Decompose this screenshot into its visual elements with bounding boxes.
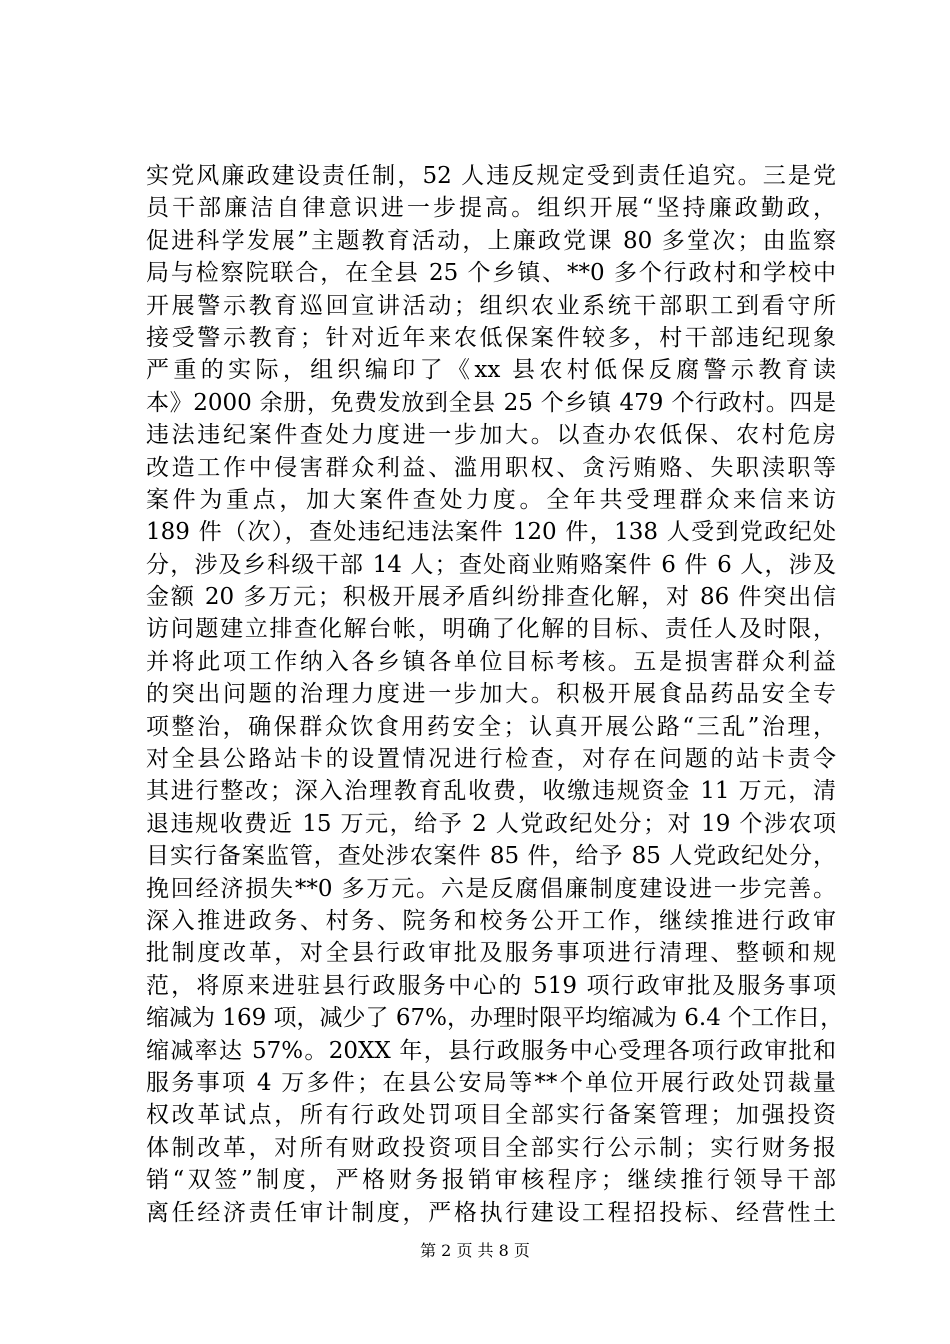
text-line: 分，涉及乡科级干部 14 人；查处商业贿赂案件 6 件 6 人，涉及 bbox=[146, 551, 836, 578]
text-line: 深入推进政务、村务、院务和校务公开工作，继续推进行政审 bbox=[146, 907, 836, 934]
text-line: 金额 20 多万元；积极开展矛盾纠纷排查化解，对 86 件突出信 bbox=[146, 584, 836, 611]
text-line: 体制改革，对所有财政投资项目全部实行公示制；实行财务报 bbox=[146, 1134, 836, 1161]
text-line: 促进科学发展”主题教育活动，上廉政党课 80 多堂次；由监察 bbox=[146, 227, 836, 254]
page-number-footer: 第 2 页 共 8 页 bbox=[420, 1241, 530, 1260]
text-line: 离任经济责任审计制度，严格执行建设工程招投标、经营性土 bbox=[146, 1199, 836, 1226]
text-line: 的突出问题的治理力度进一步加大。积极开展食品药品安全专 bbox=[146, 681, 836, 708]
text-line: 并将此项工作纳入各乡镇各单位目标考核。五是损害群众利益 bbox=[146, 648, 836, 675]
body-text bbox=[146, 160, 844, 1229]
text-line: 批制度改革，对全县行政审批及服务事项进行清理、整顿和规 bbox=[146, 940, 836, 967]
text-line: 员干部廉洁自律意识进一步提高。组织开展“坚持廉政勤政， bbox=[146, 195, 836, 222]
text-line: 项整治，确保群众饮食用药安全；认真开展公路“三乱”治理， bbox=[146, 713, 836, 740]
text-line: 退违规收费近 15 万元，给予 2 人党政纪处分；对 19 个涉农项 bbox=[146, 810, 836, 837]
text-line: 本》2000 余册，免费发放到全县 25 个乡镇 479 个行政村。四是 bbox=[146, 389, 836, 416]
text-line: 访问题建立排查化解台帐，明确了化解的目标、责任人及时限， bbox=[146, 616, 836, 643]
text-line: 实党风廉政建设责任制，52 人违反规定受到责任追究。三是党 bbox=[146, 163, 836, 189]
text-line: 挽回经济损失**0 多万元。六是反腐倡廉制度建设进一步完善。 bbox=[146, 875, 836, 902]
text-line: 案件为重点，加大案件查处力度。全年共受理群众来信来访 bbox=[146, 486, 836, 513]
text-line: 开展警示教育巡回宣讲活动；组织农业系统干部职工到看守所 bbox=[146, 292, 836, 319]
text-line: 对全县公路站卡的设置情况进行检查，对存在问题的站卡责令 bbox=[146, 746, 836, 773]
text-line: 局与检察院联合，在全县 25 个乡镇、**0 多个行政村和学校中 bbox=[146, 260, 836, 287]
text-line: 违法违纪案件查处力度进一步加大。以查办农低保、农村危房 bbox=[146, 422, 836, 449]
text-line: 权改革试点，所有行政处罚项目全部实行备案管理；加强投资 bbox=[146, 1102, 836, 1129]
text-line: 缩减为 169 项，减少了 67%，办理时限平均缩减为 6.4 个工作日， bbox=[146, 1005, 844, 1032]
text-line: 接受警示教育；针对近年来农低保案件较多，村干部违纪现象 bbox=[146, 324, 836, 351]
text-line: 缩减率达 57%。20XX 年，县行政服务中心受理各项行政审批和 bbox=[146, 1037, 836, 1064]
text-line: 189 件（次），查处违纪违法案件 120 件，138 人受到党政纪处 bbox=[146, 519, 836, 546]
text-line: 销“双签”制度，严格财务报销审核程序；继续推行领导干部 bbox=[146, 1167, 836, 1194]
text-line: 其进行整改；深入治理教育乱收费，收缴违规资金 11 万元，清 bbox=[146, 778, 836, 805]
text-line: 服务事项 4 万多件；在县公安局等**个单位开展行政处罚裁量 bbox=[146, 1069, 836, 1096]
text-line: 范，将原来进驻县行政服务中心的 519 项行政审批及服务事项 bbox=[146, 972, 836, 999]
text-line: 目实行备案监管，查处涉农案件 85 件，给予 85 人党政纪处分， bbox=[146, 843, 836, 870]
text-line: 改造工作中侵害群众利益、滥用职权、贪污贿赂、失职渎职等 bbox=[146, 454, 836, 481]
text-line: 严重的实际，组织编印了《xx 县农村低保反腐警示教育读 bbox=[146, 357, 836, 384]
